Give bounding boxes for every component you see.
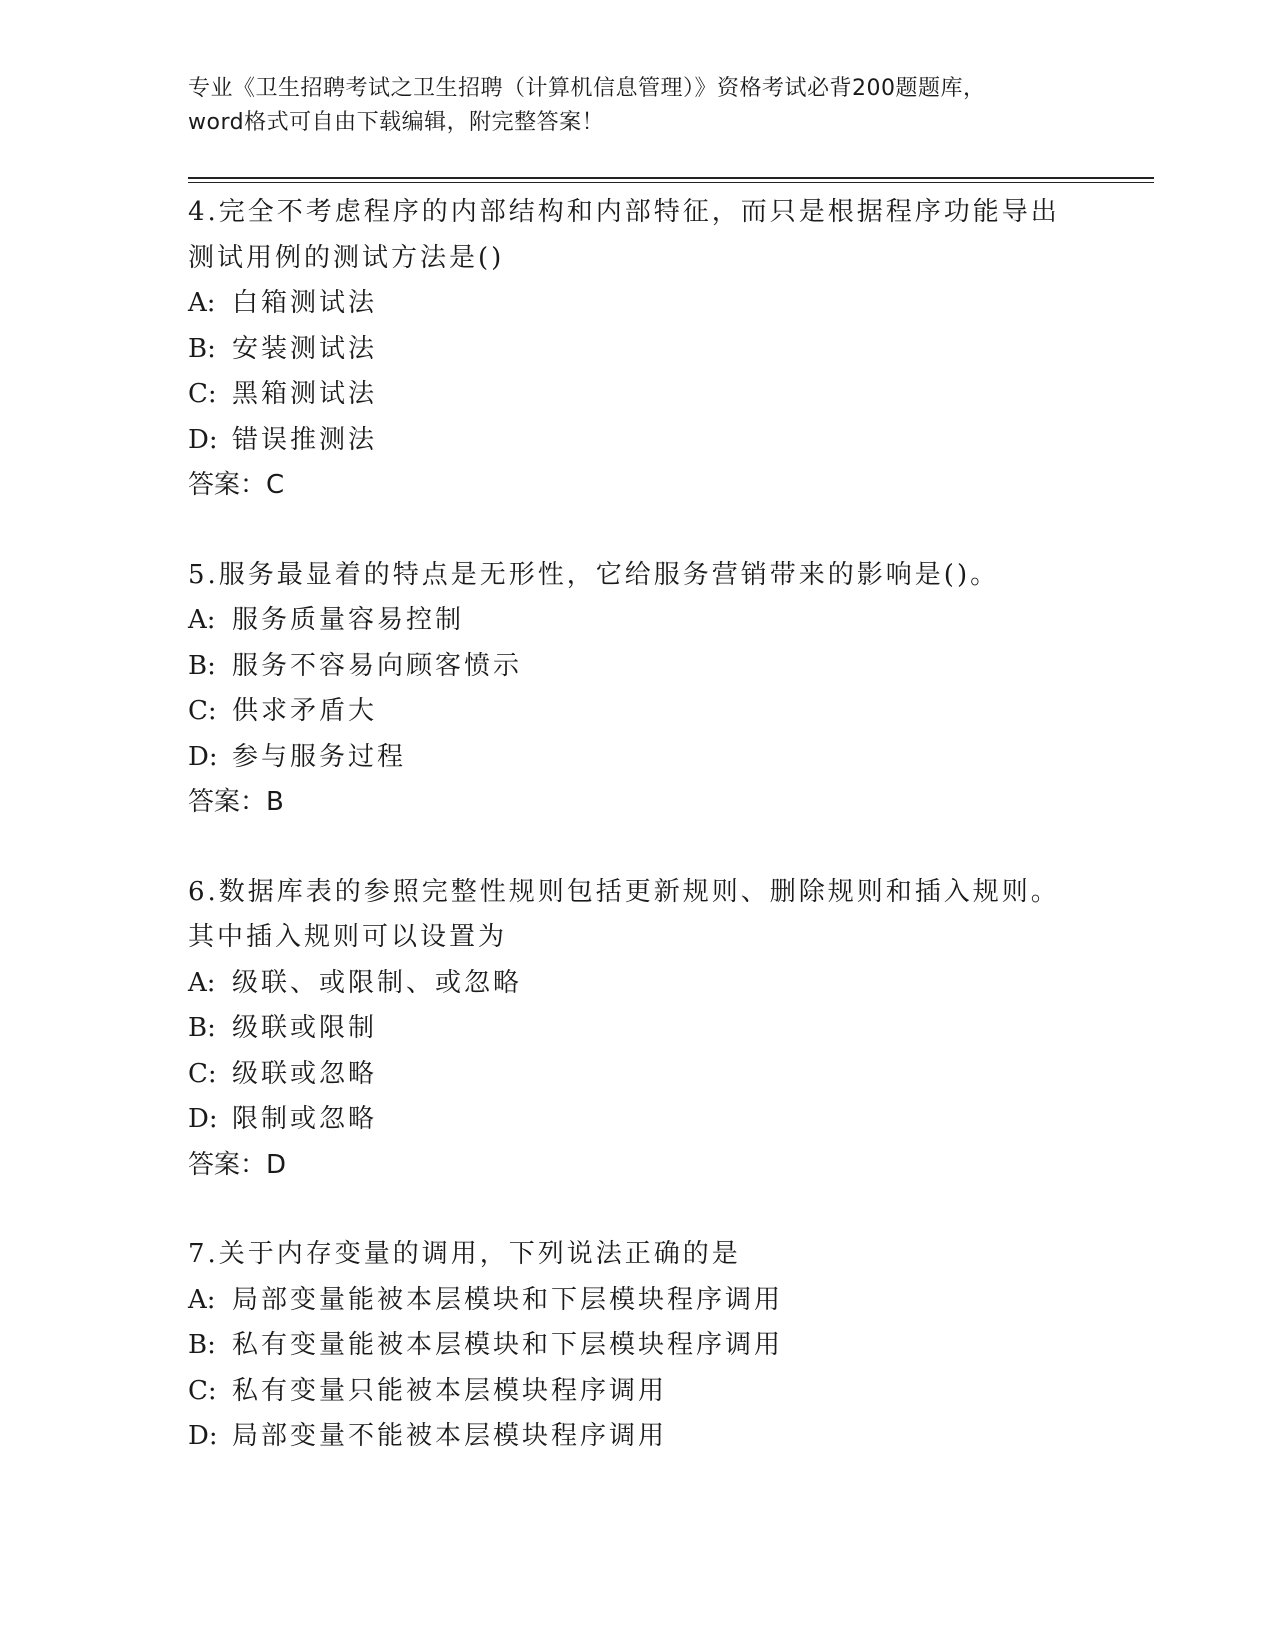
answer-option <box>188 689 1088 735</box>
option-text: 级联或忽略 <box>232 1058 378 1089</box>
question-stem <box>188 190 1088 281</box>
answer-option <box>188 1006 1088 1052</box>
option-letter: C: <box>188 1058 217 1089</box>
answer-option <box>188 1323 1088 1369</box>
document-header <box>188 72 1128 140</box>
option-text: 限制或忽略 <box>232 1104 378 1134</box>
question-spacer <box>188 826 1088 870</box>
option-letter: D: <box>188 1104 218 1134</box>
answer-option <box>188 1052 1088 1098</box>
option-text: 服务质量容易控制 <box>232 605 465 635</box>
answer-option <box>188 961 1088 1007</box>
question-block <box>188 553 1088 826</box>
answer-option <box>188 598 1088 644</box>
answer-key: 答案：D <box>188 1149 287 1180</box>
option-text: 级联、或限制、或忽略 <box>232 967 523 998</box>
answer-option <box>188 327 1088 373</box>
option-letter: C: <box>188 696 217 726</box>
option-text: 局部变量能被本层模块和下层模块程序调用 <box>232 1284 784 1315</box>
answer-option <box>188 735 1088 781</box>
header-divider-thin <box>188 182 1154 183</box>
option-letter: A: <box>188 967 216 998</box>
question-stem-line: 7.关于内存变量的调用，下列说法正确的是 <box>188 1239 741 1269</box>
option-letter: A: <box>188 1284 216 1315</box>
answer-key: 答案：B <box>188 787 284 817</box>
option-text: 供求矛盾大 <box>232 696 378 726</box>
question-list <box>188 190 1088 1460</box>
option-letter: A: <box>188 605 216 635</box>
option-text: 私有变量能被本层模块和下层模块程序调用 <box>232 1330 784 1360</box>
answer-option <box>188 1097 1088 1143</box>
question-stem-line: 测试用例的测试方法是() <box>188 242 505 273</box>
question-spacer <box>188 1188 1088 1232</box>
question-stem <box>188 1232 1088 1278</box>
question-spacer <box>188 509 1088 553</box>
answer-option <box>188 644 1088 690</box>
option-letter: B: <box>188 1330 216 1360</box>
option-text: 局部变量不能被本层模块程序调用 <box>232 1421 668 1451</box>
question-stem-line: 其中插入规则可以设置为 <box>188 922 508 952</box>
question-stem <box>188 553 1088 599</box>
option-letter: B: <box>188 333 216 364</box>
option-text: 级联或限制 <box>232 1013 378 1043</box>
question-block <box>188 870 1088 1189</box>
option-letter: D: <box>188 1421 218 1451</box>
answer-option <box>188 1369 1088 1415</box>
option-text: 服务不容易向顾客愤示 <box>232 650 523 681</box>
answer-option <box>188 1414 1088 1460</box>
question-stem <box>188 870 1088 961</box>
option-text: 安装测试法 <box>232 333 378 364</box>
option-text: 参与服务过程 <box>232 741 407 772</box>
option-text: 白箱测试法 <box>232 288 378 318</box>
option-letter: C: <box>188 379 217 409</box>
question-block <box>188 190 1088 509</box>
option-letter: A: <box>188 288 216 318</box>
answer-key: 答案：C <box>188 470 285 500</box>
option-letter: D: <box>188 424 218 455</box>
option-letter: C: <box>188 1375 217 1406</box>
question-stem-line: 5.服务最显着的特点是无形性，它给服务营销带来的影响是()。 <box>188 559 1000 590</box>
header-line-1: 专业《卫生招聘考试之卫生招聘（计算机信息管理）》资格考试必背200题题库， <box>188 76 986 101</box>
header-line-2: word格式可自由下载编辑，附完整答案！ <box>188 110 605 135</box>
question-stem-line: 4.完全不考虑程序的内部结构和内部特征，而只是根据程序功能导出 <box>188 197 1060 227</box>
answer-option <box>188 1278 1088 1324</box>
answer-option <box>188 418 1088 464</box>
answer-option <box>188 281 1088 327</box>
option-letter: D: <box>188 741 218 772</box>
option-text: 错误推测法 <box>232 424 378 455</box>
question-stem-line: 6.数据库表的参照完整性规则包括更新规则、删除规则和插入规则。 <box>188 876 1060 907</box>
option-letter: B: <box>188 1013 216 1043</box>
option-text: 私有变量只能被本层模块程序调用 <box>232 1375 668 1406</box>
header-divider-thick <box>188 177 1154 179</box>
question-block <box>188 1232 1088 1460</box>
answer-option <box>188 372 1088 418</box>
option-text: 黑箱测试法 <box>232 379 378 409</box>
option-letter: B: <box>188 650 216 681</box>
